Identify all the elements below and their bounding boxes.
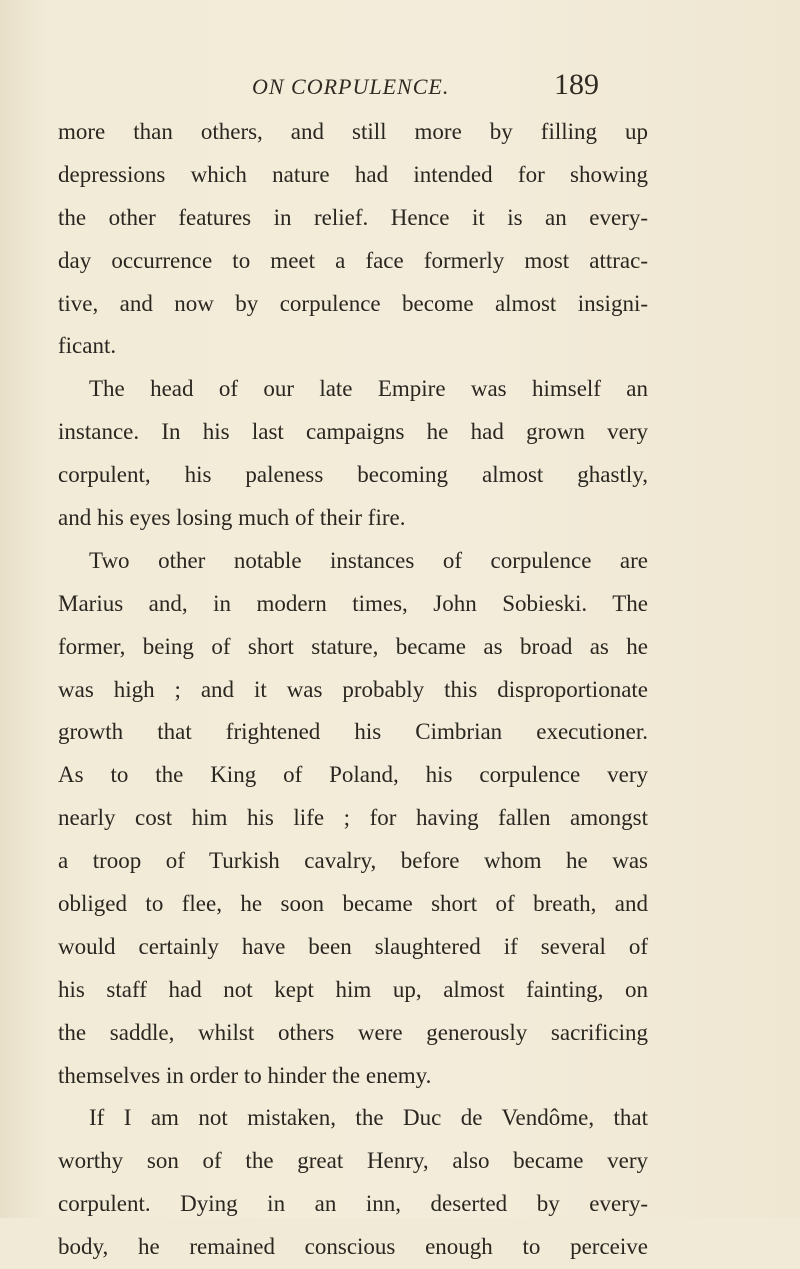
text-line: a troop of Turkish cavalry, before whom he was bbox=[58, 848, 648, 874]
text-line: themselves in order to hinder the enemy. bbox=[58, 1062, 432, 1088]
text-line: former, being of short stature, became as broad as he bbox=[58, 633, 648, 659]
text-line: corpulent. Dying in an inn, deserted by every- bbox=[58, 1191, 648, 1217]
text-line: nearly cost him his life ; for having fallen amongst bbox=[58, 805, 648, 831]
text-line: and his eyes losing much of their fire. bbox=[58, 505, 406, 531]
text-line: body, he remained conscious enough to perceive bbox=[58, 1234, 648, 1260]
text-line: As to the King of Poland, his corpulence very bbox=[58, 762, 648, 788]
page-header bbox=[0, 68, 800, 114]
text-line: obliged to flee, he soon became short of breath, and bbox=[58, 891, 648, 917]
text-line: depressions which nature had intended for showing bbox=[58, 161, 648, 187]
text-line: corpulent, his paleness becoming almost ghastly, bbox=[58, 462, 648, 488]
text-line: The head of our late Empire was himself an bbox=[89, 376, 648, 402]
text-line: his staff had not kept him up, almost fainting, on bbox=[58, 976, 648, 1002]
running-title: ON CORPULENCE. bbox=[252, 74, 450, 99]
page-number: 189 bbox=[554, 68, 599, 101]
text-line: growth that frightened his Cimbrian executioner. bbox=[58, 719, 648, 745]
text-line: would certainly have been slaughtered if several of bbox=[58, 933, 648, 959]
text-line: Marius and, in modern times, John Sobieski. The bbox=[58, 590, 648, 616]
text-line: Two other notable instances of corpulence are bbox=[89, 547, 648, 573]
text-line: more than others, and still more by filling up bbox=[58, 119, 648, 144]
text-line: the saddle, whilst others were generously sacrificing bbox=[58, 1019, 648, 1045]
text-line: tive, and now by corpulence become almost insigni- bbox=[58, 290, 648, 316]
text-line: was high ; and it was probably this disproportionate bbox=[58, 676, 648, 702]
text-line: If I am not mistaken, the Duc de Vendôme, that bbox=[89, 1105, 648, 1131]
text-line: worthy son of the great Henry, also became very bbox=[58, 1148, 648, 1174]
text-line: day occurrence to meet a face formerly most attrac- bbox=[58, 247, 648, 273]
text-line: instance. In his last campaigns he had grown very bbox=[58, 419, 648, 445]
text-line: ficant. bbox=[58, 333, 117, 359]
body-text bbox=[58, 111, 648, 1269]
text-line: the other features in relief. Hence it is an every- bbox=[58, 204, 648, 230]
